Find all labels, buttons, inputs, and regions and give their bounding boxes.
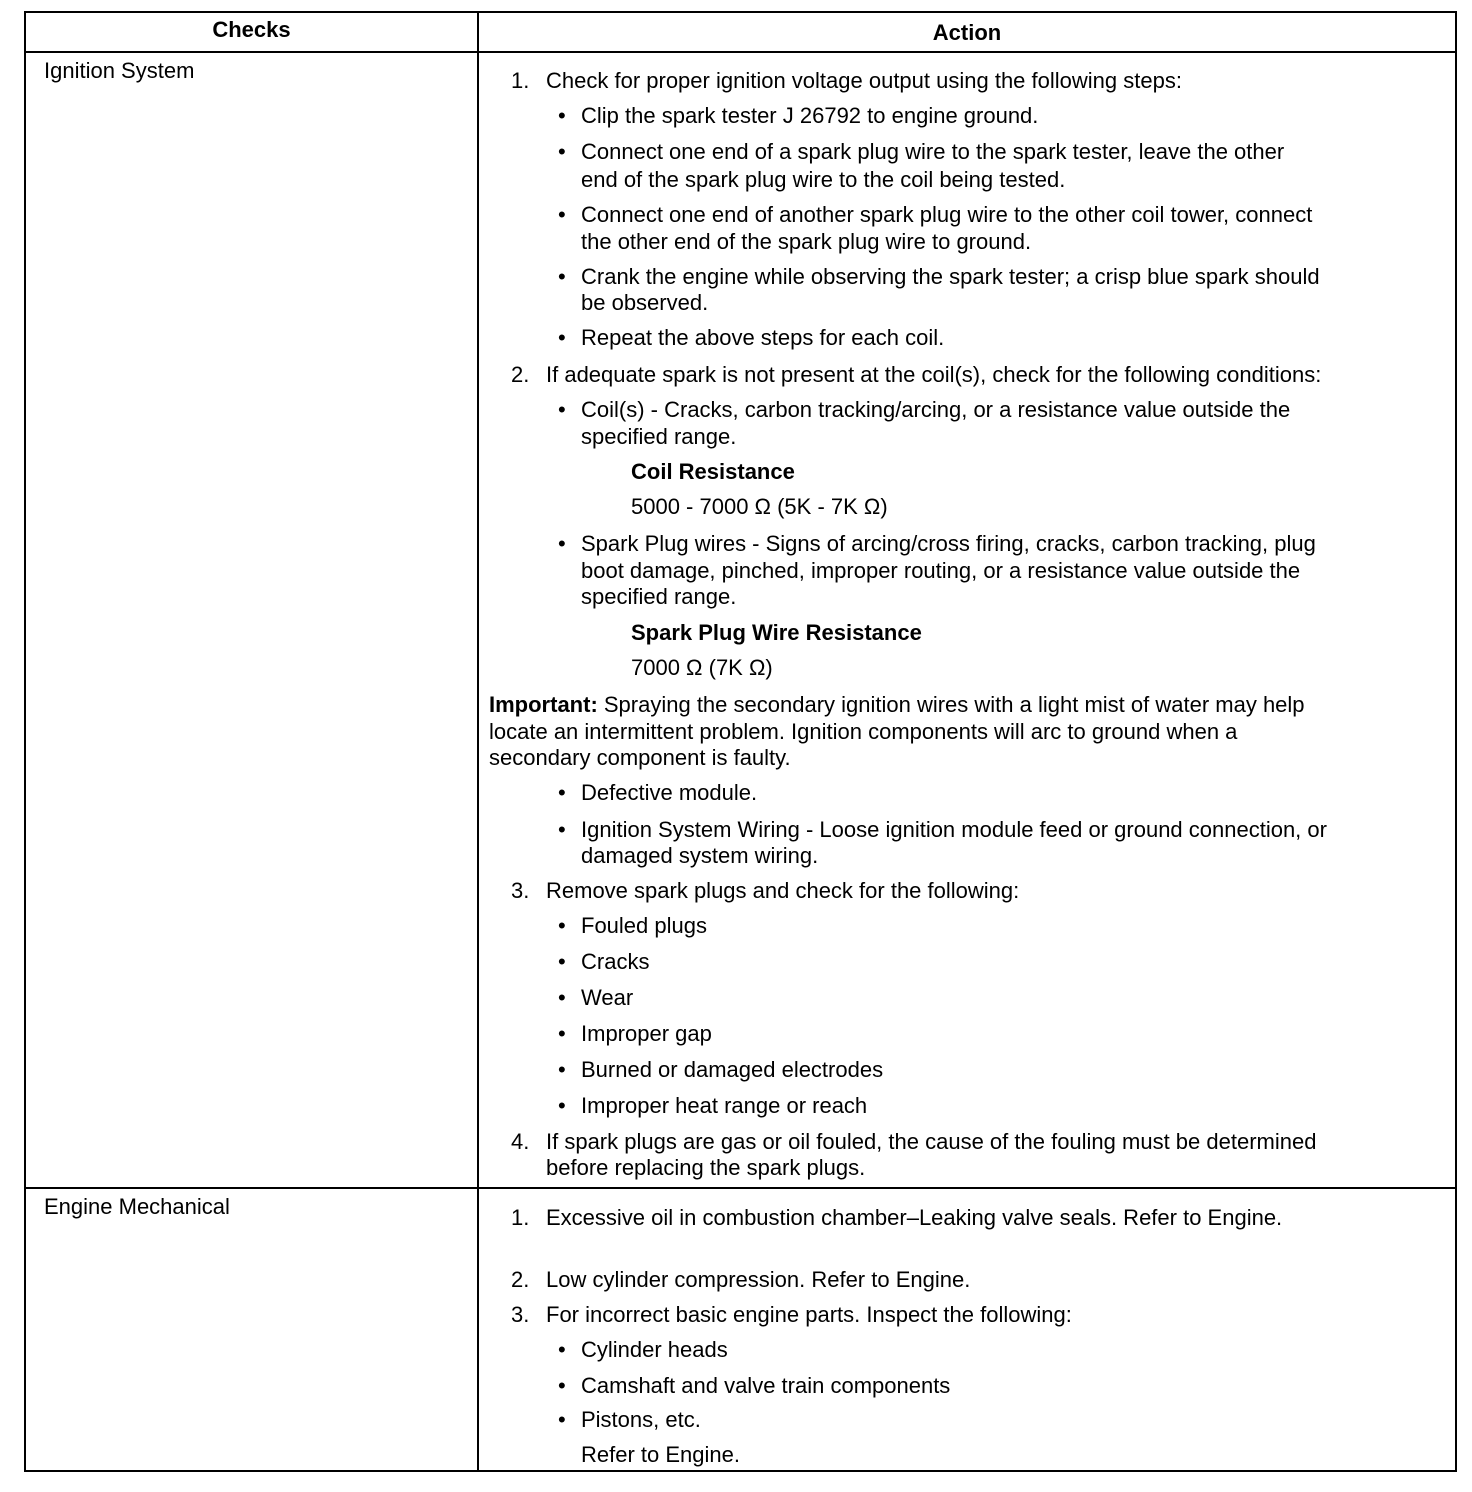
list-item: Burned or damaged electrodes (581, 1057, 884, 1082)
list-item: Pistons, etc. (581, 1407, 701, 1432)
list-item-cont: the other end of the spark plug wire to ground. (581, 229, 1032, 254)
list-item: Wear (581, 985, 634, 1010)
coil-resistance-value: 5000 - 7000 Ω (5K - 7K Ω) (631, 494, 888, 519)
step-number: 4. (511, 1129, 530, 1154)
step-text: Remove spark plugs and check for the following: (546, 878, 1020, 903)
list-item-cont: boot damage, pinched, improper routing, or a resistance value outside the (581, 558, 1301, 583)
column-divider (477, 13, 479, 1470)
step-text: For incorrect basic engine parts. Inspect the following: (546, 1302, 1072, 1327)
step-number: 1. (511, 68, 530, 93)
check-engine-mechanical: Engine Mechanical (44, 1194, 230, 1219)
list-item: Camshaft and valve train components (581, 1373, 951, 1398)
refer-to-engine: Refer to Engine. (581, 1442, 740, 1467)
bullet: • (558, 913, 566, 938)
important-text-cont: secondary component is faulty. (489, 745, 791, 770)
important-label: Important: (489, 692, 598, 717)
list-item-cont: end of the spark plug wire to the coil being tested. (581, 167, 1066, 192)
bullet: • (558, 817, 566, 842)
coil-resistance-label: Coil Resistance (631, 459, 795, 484)
bullet: • (558, 1057, 566, 1082)
step-text: If spark plugs are gas or oil fouled, the cause of the fouling must be determined (546, 1129, 1317, 1154)
bullet: • (558, 780, 566, 805)
list-item: Improper gap (581, 1021, 712, 1046)
list-item: Cracks (581, 949, 650, 974)
step-number: 2. (511, 1267, 530, 1292)
bullet: • (558, 1407, 566, 1432)
list-item: Ignition System Wiring - Loose ignition module feed or ground connection, or (581, 817, 1327, 842)
list-item: Repeat the above steps for each coil. (581, 325, 945, 350)
important-note (489, 692, 1305, 718)
bullet: • (558, 103, 566, 128)
list-item: Improper heat range or reach (581, 1093, 868, 1118)
bullet: • (558, 1021, 566, 1046)
list-item: Crank the engine while observing the spark tester; a crisp blue spark should (581, 264, 1320, 289)
wire-resistance-label: Spark Plug Wire Resistance (631, 620, 922, 645)
list-item: Fouled plugs (581, 913, 707, 938)
step-text-cont: before replacing the spark plugs. (546, 1155, 866, 1180)
bullet: • (558, 325, 566, 350)
bullet: • (558, 397, 566, 422)
header-checks: Checks (212, 17, 291, 42)
important-text-cont: locate an intermittent problem. Ignition components will arc to ground when a (489, 719, 1238, 744)
bullet: • (558, 202, 566, 227)
list-item: Defective module. (581, 780, 758, 805)
wire-resistance-value: 7000 Ω (7K Ω) (631, 655, 773, 680)
step-text: Check for proper ignition voltage output using the following steps: (546, 68, 1182, 93)
important-text: Spraying the secondary ignition wires with a light mist of water may help (597, 692, 1305, 717)
bullet: • (558, 985, 566, 1010)
step-text: If adequate spark is not present at the coil(s), check for the following conditions: (546, 362, 1322, 387)
list-item: Connect one end of a spark plug wire to the spark tester, leave the other (581, 139, 1285, 164)
bullet: • (558, 1337, 566, 1362)
list-item: Coil(s) - Cracks, carbon tracking/arcing, or a resistance value outside the (581, 397, 1291, 422)
list-item-cont: specified range. (581, 424, 737, 449)
list-item-cont: be observed. (581, 290, 709, 315)
list-item: Connect one end of another spark plug wire to the other coil tower, connect (581, 202, 1313, 227)
step-number: 1. (511, 1205, 530, 1230)
bullet: • (558, 949, 566, 974)
list-item-cont: specified range. (581, 584, 737, 609)
list-item: Clip the spark tester J 26792 to engine ground. (581, 103, 1039, 128)
list-item: Cylinder heads (581, 1337, 728, 1362)
list-item-cont: damaged system wiring. (581, 843, 819, 868)
step-number: 2. (511, 362, 530, 387)
step-number: 3. (511, 1302, 530, 1327)
list-item: Spark Plug wires - Signs of arcing/cross firing, cracks, carbon tracking, plug (581, 531, 1316, 556)
header-divider (26, 51, 1455, 53)
bullet: • (558, 1093, 566, 1118)
bullet: • (558, 139, 566, 164)
step-text: Low cylinder compression. Refer to Engine. (546, 1267, 971, 1292)
row-divider (26, 1187, 1455, 1189)
bullet: • (558, 531, 566, 556)
step-text: Excessive oil in combustion chamber–Leaking valve seals. Refer to Engine. (546, 1205, 1283, 1230)
header-action: Action (932, 20, 1002, 45)
step-number: 3. (511, 878, 530, 903)
check-ignition-system: Ignition System (44, 58, 195, 83)
bullet: • (558, 264, 566, 289)
bullet: • (558, 1373, 566, 1398)
